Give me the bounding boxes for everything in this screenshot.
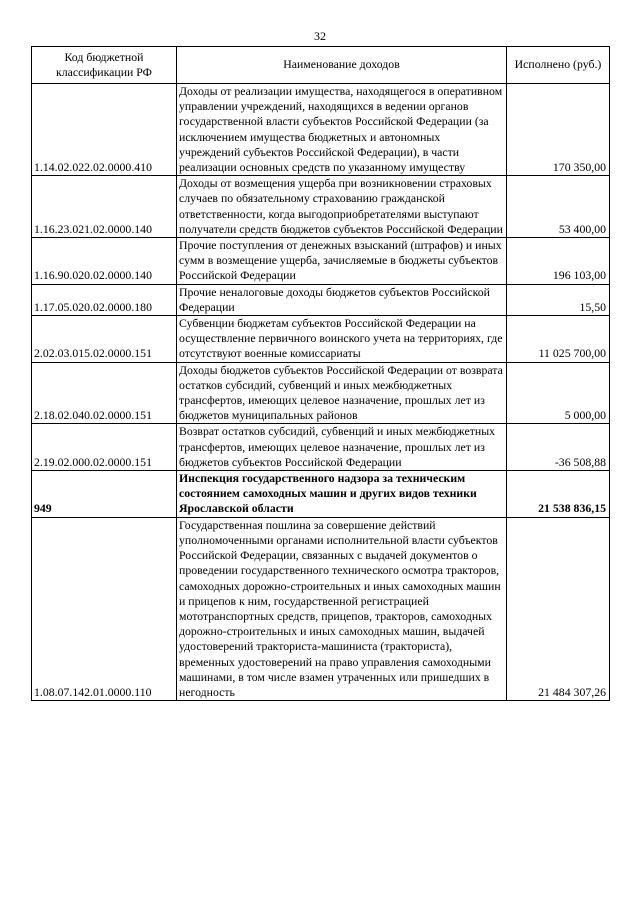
table-row: [32, 362, 610, 424]
row-amount-cell: -36 508,88: [507, 424, 610, 471]
row-name-cell: Доходы от возмещения ущерба при возникновении страховых случаев по обязательному страхованию гражданской ответственности, когда выгодоприобретателями выступают получатели средств бюджетов субъектов Российской Федерации: [177, 176, 507, 238]
row-name-cell: Доходы бюджетов субъектов Российской Федерации от возврата остатков субсидий, субвенций и иных межбюджетных трансфертов, имеющих целевое назначение, прошлых лет из бюджетов муниципальных районов: [177, 362, 507, 424]
header-name: Наименование доходов: [177, 47, 507, 84]
row-amount-cell: 196 103,00: [507, 238, 610, 285]
row-amount-cell: 21 538 836,15: [507, 471, 610, 518]
row-name-cell: Прочие неналоговые доходы бюджетов субъектов Российской Федерации: [177, 284, 507, 315]
row-code-cell: 1.16.23.021.02.0000.140: [32, 176, 177, 238]
row-code-cell: 1.08.07.142.01.0000.110: [32, 517, 177, 700]
row-code-cell: 1.16.90.020.02.0000.140: [32, 238, 177, 285]
table-row: [32, 471, 610, 518]
row-code-cell: 2.18.02.040.02.0000.151: [32, 362, 177, 424]
row-name-cell: Возврат остатков субсидий, субвенций и иных межбюджетных трансфертов, имеющих целевое назначение, прошлых лет из бюджетов субъектов Российской Федерации: [177, 424, 507, 471]
row-amount-cell: 53 400,00: [507, 176, 610, 238]
row-code-cell: 949: [32, 471, 177, 518]
row-amount-cell: 170 350,00: [507, 84, 610, 176]
revenue-table: [31, 46, 610, 701]
row-code-cell: 2.19.02.000.02.0000.151: [32, 424, 177, 471]
table-row: [32, 84, 610, 176]
table-body: [32, 84, 610, 701]
row-code-cell: 1.17.05.020.02.0000.180: [32, 284, 177, 315]
row-amount-cell: 5 000,00: [507, 362, 610, 424]
table-header-row: [32, 47, 610, 84]
row-code-cell: 2.02.03.015.02.0000.151: [32, 316, 177, 363]
row-name-cell: Доходы от реализации имущества, находящегося в оперативном управлении учреждений, находящихся в ведении органов государственной власти субъектов Российской Федерации (за исключением имущества бюджетных и автономных учреждений субъектов Российской Федерации), в части реализации основных средств по указанному имуществу: [177, 84, 507, 176]
table-row: [32, 316, 610, 363]
table-row: [32, 424, 610, 471]
table-row: [32, 284, 610, 315]
page-number: 32: [314, 29, 326, 43]
row-name-cell: Прочие поступления от денежных взысканий (штрафов) и иных сумм в возмещение ущерба, зачисляемые в бюджеты субъектов Российской Федерации: [177, 238, 507, 285]
row-amount-cell: 15,50: [507, 284, 610, 315]
table-row: [32, 238, 610, 285]
header-code: Код бюджетной классификации РФ: [32, 47, 177, 84]
row-code-cell: 1.14.02.022.02.0000.410: [32, 84, 177, 176]
row-name-cell: Субвенции бюджетам субъектов Российской Федерации на осуществление первичного воинского учета на территориях, где отсутствуют военные комиссариаты: [177, 316, 507, 363]
header-amount: Исполнено (руб.): [507, 47, 610, 84]
table-row: [32, 517, 610, 700]
row-name-cell: Инспекция государственного надзора за техническим состоянием самоходных машин и других видов техники Ярославской области: [177, 471, 507, 518]
table-row: [32, 176, 610, 238]
row-amount-cell: 11 025 700,00: [507, 316, 610, 363]
row-amount-cell: 21 484 307,26: [507, 517, 610, 700]
row-name-cell: Государственная пошлина за совершение действий уполномоченными органами исполнительной власти субъектов Российской Федерации, связанных с выдачей документов о проведении государственного технического осмотра тракторов, самоходных дорожно-строительных и иных самоходных машин и прицепов к ним, государственной регистрацией мототранспортных средств, прицепов, тракторов, самоходных дорожно-строительных и иных самоходных машин, выдачей удостоверений тракториста-машиниста (тракториста), временных удостоверений на право управления самоходными машинами, в том числе взамен утраченных или пришедших в негодность: [177, 517, 507, 700]
